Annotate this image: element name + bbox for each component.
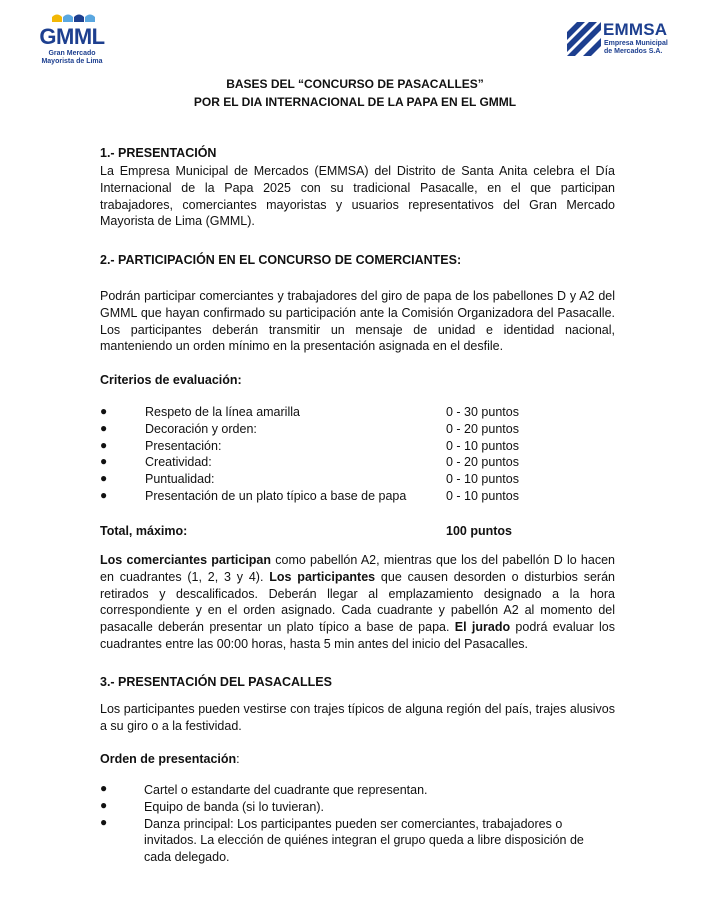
criteria-item	[100, 405, 620, 422]
section1-body: La Empresa Municipal de Mercados (EMMSA) del Distrito de Santa Anita celebra el Día Internacional de la Papa 2025 con su tradicional Pasacalle, en el que participan trabajadores, comerciantes mayoristas y usuarios representativos del Gran Mercado Mayorista de Lima (GMML).	[100, 164, 615, 229]
order-heading-colon: :	[236, 752, 240, 766]
criteria-item	[100, 422, 620, 439]
gmml-logo-subtitle	[36, 50, 108, 65]
rules-text-2: que causen desorden o disturbios serán retirados y descalificados. Deberán llegar al emplazamiento designado a la hora correspondiente y en el orden asignado. Cada cuadrante y pabellón A2 al momento del pasacalle deberán presentar un plato típico a base de papa.	[100, 569, 616, 635]
emmsa-logo-sub1: Empresa Municipal	[604, 40, 668, 47]
bullet-icon: ●	[100, 420, 108, 435]
gmml-logo-sub2: Mayorista de Lima	[41, 57, 103, 65]
order-item	[100, 782, 615, 799]
criteria-heading: Criterios de evaluación:	[100, 373, 242, 387]
criteria-points: 0 - 30 puntos	[446, 405, 519, 419]
order-list	[100, 782, 615, 866]
criteria-item	[100, 439, 620, 456]
emmsa-logo-subtitle	[604, 40, 668, 55]
bullet-icon: ●	[100, 404, 108, 418]
criteria-item	[100, 489, 620, 506]
criteria-item	[100, 455, 620, 472]
section2-body: Podrán participar comerciantes y trabajadores del giro de papa de los pabellones D y A2 del GMML que hayan confirmado su participación ante la Comisión Organizadora del Pasacalle. Los participantes deberán transmitir un mensaje de unidad e identidad nacional, manteniendo un orden mínimo en la presentación asignada en el desfile.	[100, 289, 615, 354]
order-item-text: Equipo de banda (si lo tuvieran).	[144, 799, 324, 814]
criteria-item	[100, 472, 620, 489]
bullet-icon: ●	[100, 437, 108, 452]
order-item	[100, 816, 615, 866]
document-title-line2: POR EL DIA INTERNACIONAL DE LA PAPA EN EL GMML	[193, 95, 517, 109]
bullet-icon: ●	[100, 487, 108, 502]
bullet-icon: ●	[100, 781, 108, 795]
gmml-logo	[36, 12, 108, 70]
rules-text-1: como pabellón A2, mientras que los del pabellón D lo hacen en cuadrantes (1, 2, 3 y 4).	[100, 553, 615, 584]
order-item-text: Danza principal: Los participantes pueden ser comerciantes, trabajadores o invitados. La elección de quiénes integran el grupo queda a libre disposición de cada delegado.	[144, 816, 584, 865]
bullet-icon: ●	[100, 454, 108, 469]
gmml-logo-sub1: Gran Mercado	[48, 50, 96, 57]
total-label: Total, máximo:	[100, 524, 188, 538]
order-item-text: Cartel o estandarte del cuadrante que representan.	[144, 783, 428, 797]
criteria-label: Puntualidad:	[145, 472, 215, 487]
document-title-line1: BASES DEL “CONCURSO DE PASACALLES”	[226, 77, 484, 91]
criteria-points: 0 - 20 puntos	[446, 455, 519, 470]
rules-bold-1: Los comerciantes participan	[100, 553, 272, 567]
criteria-points: 0 - 10 puntos	[446, 472, 519, 487]
criteria-label: Respeto de la línea amarilla	[145, 405, 300, 419]
criteria-label: Decoración y orden:	[145, 421, 257, 436]
order-item	[100, 799, 615, 816]
emmsa-logo	[567, 18, 677, 58]
criteria-points: 0 - 20 puntos	[446, 421, 519, 436]
emmsa-logo-word: EMMSA	[603, 20, 668, 39]
criteria-list	[100, 405, 620, 506]
bullet-icon: ●	[100, 814, 108, 829]
bullet-icon: ●	[100, 797, 108, 812]
rules-text-3: podrá evaluar los cuadrantes entre las 00:00 horas, hasta 5 min antes del inicio del Pasacalles.	[100, 620, 615, 651]
total-row	[100, 524, 620, 538]
total-points: 100 puntos	[446, 524, 512, 538]
rules-paragraph	[100, 552, 615, 653]
criteria-label: Presentación de un plato típico a base de papa	[145, 488, 407, 503]
criteria-label: Presentación:	[145, 438, 222, 453]
section1-heading: 1.- PRESENTACIÓN	[100, 146, 217, 160]
rules-bold-3: El jurado	[454, 620, 511, 635]
emmsa-logo-sub2: de Mercados S.A.	[604, 47, 663, 55]
section2-heading: 2.- PARTICIPACIÓN EN EL CONCURSO DE COMERCIANTES:	[100, 253, 462, 267]
section3-body: Los participantes pueden vestirse con trajes típicos de alguna región del país, trajes alusivos a su giro o a la festividad.	[100, 702, 615, 733]
market-roofs-icon	[50, 12, 96, 22]
rules-bold-2: Los participantes	[269, 569, 376, 584]
bullet-icon: ●	[100, 471, 108, 486]
order-heading-text: Orden de presentación	[100, 752, 237, 766]
section3-heading: 3.- PRESENTACIÓN DEL PASACALLES	[100, 675, 332, 689]
criteria-points: 0 - 10 puntos	[446, 488, 519, 503]
emmsa-mark-icon	[567, 22, 601, 56]
order-heading	[100, 752, 240, 766]
criteria-points: 0 - 10 puntos	[446, 438, 519, 453]
gmml-logo-word: GMML	[39, 24, 105, 49]
criteria-label: Creatividad:	[145, 455, 212, 470]
